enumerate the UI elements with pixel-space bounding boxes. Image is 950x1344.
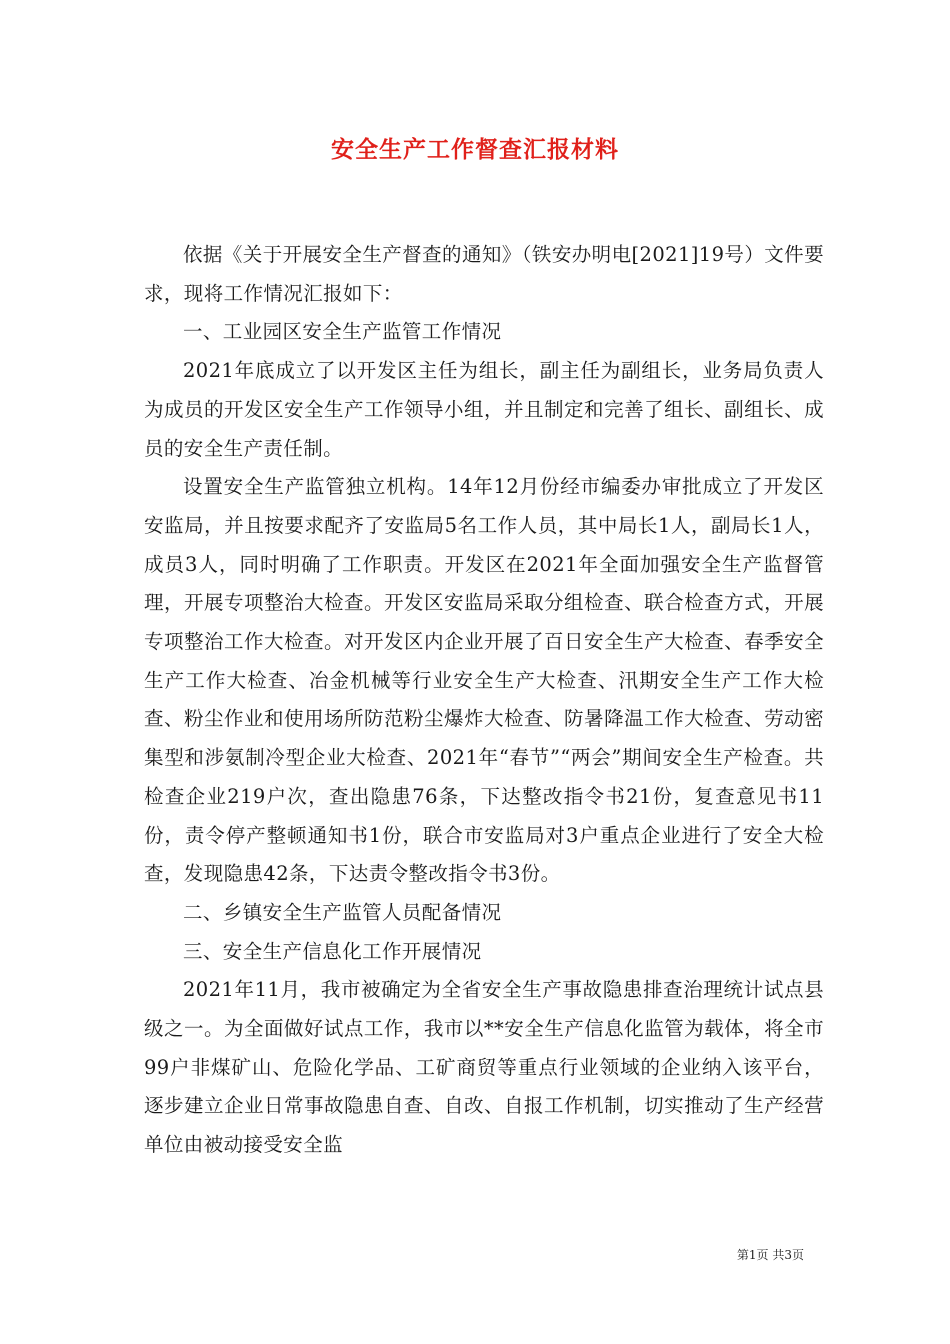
paragraph: 设置安全生产监管独立机构。14年12月份经市编委办审批成立了开发区安监局，并且按要求配齐了安监局5名工作人员，其中局长1人，副局长1人，成员3人，同时明确了工作职责。开发区在2021年全面加强安全生产监督管理，开展专项整治大检查。开发区安监局采取分组检查、联合检查方式，开展专项整治工作大检查。对开发区内企业开展了百日安全生产大检查、春季安全生产工作大检查、冶金机械等行业安全生产大检查、汛期安全生产工作大检查、粉尘作业和使用场所防范粉尘爆炸大检查、防暑降温工作大检查、劳动密集型和涉氨制冷型企业大检查、2021年“春节”“两会”期间安全生产检查。共检查企业219户次，查出隐患76条，下达整改指令书21份，复查意见书11份，责令停产整顿通知书1份，联合市安监局对3户重点企业进行了安全大检查，发现隐患42条，下达责令整改指令书3份。 bbox=[144, 475, 824, 886]
section-heading-1: 一、工业园区安全生产监管工作情况 bbox=[183, 320, 502, 344]
section-heading-3: 三、安全生产信息化工作开展情况 bbox=[183, 939, 482, 963]
document-title: 安全生产工作督查汇报材料 bbox=[331, 136, 619, 163]
section-heading-2: 二、乡镇安全生产监管人员配备情况 bbox=[183, 900, 502, 924]
paragraph-intro: 依据《关于开展安全生产督查的通知》（铁安办明电[2021]19号）文件要求，现将工作情况汇报如下： bbox=[144, 243, 824, 305]
document-body bbox=[144, 236, 824, 1165]
page-number: 第1页 共3页 bbox=[736, 1248, 804, 1262]
paragraph: 2021年底成立了以开发区主任为组长，副主任为副组长，业务局负责人为成员的开发区安全生产工作领导小组，并且制定和完善了组长、副组长、成员的安全生产责任制。 bbox=[144, 359, 824, 460]
paragraph: 2021年11月，我市被确定为全省安全生产事故隐患排查治理统计试点县级之一。为全面做好试点工作，我市以**安全生产信息化监管为载体，将全市99户非煤矿山、危险化学品、工矿商贸等重点行业领域的企业纳入该平台，逐步建立企业日常事故隐患自查、自改、自报工作机制，切实推动了生产经营单位由被动接受安全监 bbox=[144, 978, 824, 1157]
